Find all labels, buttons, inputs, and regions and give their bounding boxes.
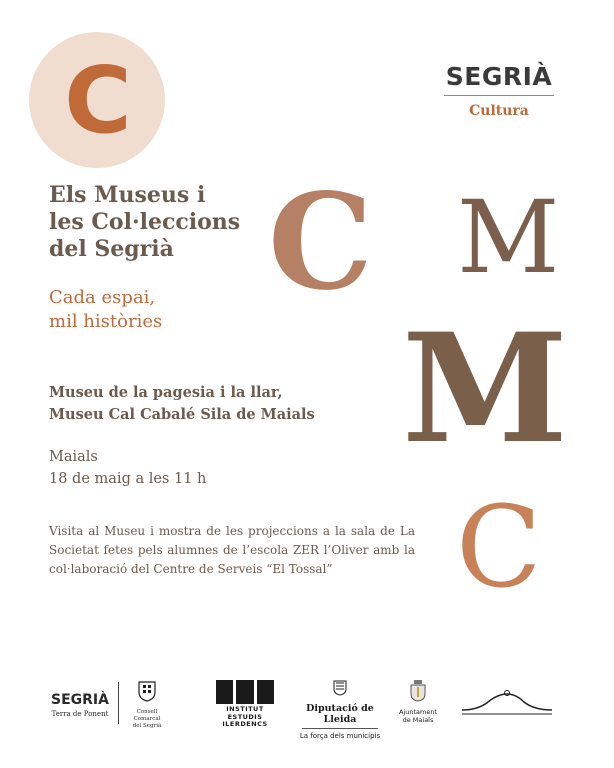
shield-icon: [137, 680, 157, 702]
subtitle: [49, 286, 162, 334]
iei-line1: INSTITUT: [226, 705, 264, 713]
escola-oliver-logo: [458, 688, 556, 726]
ajuntament-maials-logo: [395, 680, 441, 724]
decor-letter-c-thin: C: [456, 483, 542, 613]
subtitle-line: mil històries: [49, 311, 163, 332]
decor-letter-m-thin: M: [457, 179, 560, 296]
diputacio-lleida-logo: [294, 680, 386, 740]
event-description: Visita al Museu i mostra de les projeccions a la sala de La Societat fetes pels alumnes de l’escola ZER l’Oliver amb la col·laboració del Centre de Serveis “El Tossal”: [49, 524, 415, 576]
decor-letter-c-marbled: C: [268, 165, 374, 320]
diputacio-rule: [302, 728, 378, 729]
brand-sub: Cultura: [469, 103, 529, 119]
museum-line: Museu Cal Cabalé Sila de Maials: [49, 406, 315, 423]
iei-line2: ESTUDIS: [227, 712, 263, 721]
consell-comarcal-logo: [128, 680, 166, 730]
institut-estudis-ilerdencs-logo: [216, 680, 274, 729]
segria-logo: [48, 692, 112, 718]
footer-divider: [118, 682, 119, 724]
event-place: Maials: [49, 449, 98, 465]
iei-bars-icon: [216, 680, 274, 704]
diputacio-name: Diputació de Lleida: [306, 703, 374, 725]
consell-line2: del Segrià: [132, 723, 162, 729]
segria-cultura-logo: [444, 62, 554, 119]
event-date: 18 de maig a les 11 h: [49, 471, 207, 487]
title-line: Els Museus i: [49, 182, 206, 208]
title-line: del Segrià: [49, 236, 174, 262]
circle-letter-c: C: [64, 46, 130, 154]
consell-line1: Consell Comarcal: [133, 709, 161, 722]
segria-logo-sub: Terra de Ponent: [51, 710, 109, 718]
ajuntament-line2: de Maials: [402, 716, 434, 724]
museum-name: [49, 382, 315, 426]
museum-line: Museu de la pagesia i la llar,: [49, 384, 283, 401]
diputacio-sub: La força dels municipis: [299, 732, 381, 740]
page-title: [49, 182, 240, 263]
crest-icon: [333, 680, 347, 696]
title-line: les Col·leccions: [49, 209, 241, 235]
segria-logo-name: SEGRIÀ: [51, 692, 109, 708]
decor-letter-m-textured: M: [402, 301, 569, 477]
event-when: [49, 446, 206, 490]
coat-of-arms-icon: [410, 680, 426, 702]
school-building-icon: [458, 688, 556, 722]
ajuntament-line1: Ajuntament: [398, 708, 438, 716]
brand-name: SEGRIÀ: [444, 62, 554, 96]
subtitle-line: Cada espai,: [49, 287, 156, 308]
iei-line3: ILERDENCS: [222, 720, 268, 728]
